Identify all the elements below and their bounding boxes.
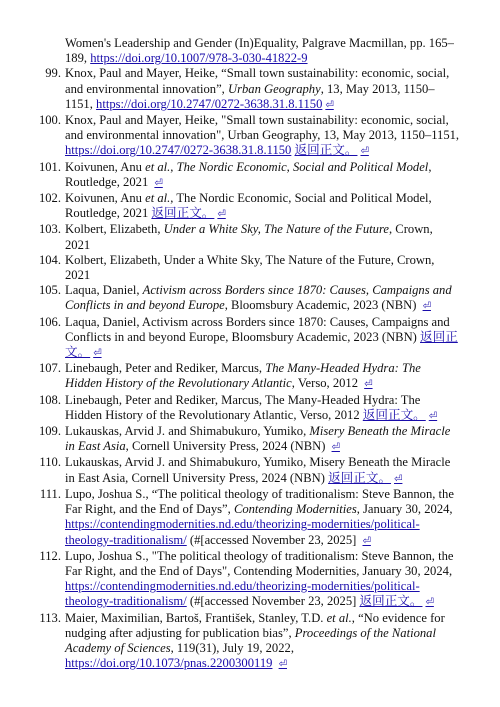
reference-text: (#[accessed November 23, 2025]: [186, 532, 360, 547]
reference-link[interactable]: https://doi.org/10.2747/0272-3638.31.8.1150: [96, 96, 323, 111]
back-to-text-link[interactable]: 返回正文。: [151, 206, 215, 221]
reference-number: 103.: [38, 222, 61, 237]
reference-text: , January 30, 2024,: [356, 502, 453, 517]
reference-text: , Cornell University Press, 2024 (NBN): [125, 439, 329, 454]
doi-link[interactable]: https://doi.org/10.1007/978-3-030-41822-9: [90, 51, 308, 66]
reference-number: 108.: [38, 392, 61, 407]
back-to-text-link[interactable]: 返回正文。: [362, 407, 426, 422]
return-arrow-icon[interactable]: ⏎: [428, 410, 438, 422]
reference-entry: [38, 314, 460, 362]
reference-continuation: [65, 36, 460, 66]
back-to-text-link[interactable]: 返回正文。: [294, 143, 358, 158]
reference-link[interactable]: https://doi.org/10.2747/0272-3638.31.8.1150: [65, 143, 292, 158]
reference-text: Lupo, Joshua S., "The political theology of traditionalism: Steve Bannon, the Far Right, and the End of Days", Contending Modernities, January 30, 2024,: [65, 548, 454, 578]
reference-number: 110.: [39, 455, 61, 470]
return-arrow-icon[interactable]: ⏎: [278, 659, 287, 671]
reference-number: 101.: [38, 159, 61, 174]
return-arrow-icon[interactable]: ⏎: [217, 209, 226, 221]
reference-number: 109.: [38, 424, 61, 439]
reference-text: Laqua, Daniel,: [65, 283, 143, 298]
reference-italic-text: Proceedings of the National Academy of Sciences: [65, 625, 436, 655]
reference-text: (#[accessed November 23, 2025]: [186, 594, 360, 609]
reference-entry: [38, 424, 460, 455]
reference-text: Koivunen, Anu: [65, 159, 146, 174]
reference-text: , Routledge, 2021: [65, 159, 432, 189]
return-arrow-icon[interactable]: ⏎: [422, 301, 431, 313]
reference-italic-text: Urban Geography: [227, 81, 321, 96]
return-arrow-icon[interactable]: ⏎: [364, 379, 373, 391]
return-arrow-icon[interactable]: ⏎: [362, 535, 371, 547]
reference-text: Kolbert, Elizabeth,: [65, 222, 164, 237]
reference-text: Knox, Paul and Mayer, Heike, “Small town sustainability: economic, social, and environmental innovation”,: [65, 66, 450, 96]
reference-italic-text: The Many-Headed Hydra: The Hidden History of the Revolutionary Atlantic: [65, 361, 421, 391]
reference-text: Women's Leadership and Gender (In)Equality, Palgrave Macmillan, pp. 165–189,: [65, 36, 454, 66]
reference-italic-text: Misery Beneath the Miracle in East Asia: [65, 424, 451, 454]
reference-text: Kolbert, Elizabeth, Under a White Sky, The Nature of the Future, Crown, 2021: [65, 252, 435, 283]
reference-text: , Bloomsbury Academic, 2023 (NBN): [224, 298, 420, 313]
reference-entry: [38, 252, 460, 283]
return-arrow-icon[interactable]: ⏎: [154, 177, 163, 189]
reference-entry: [38, 283, 460, 314]
reference-italic-text: Contending Modernities: [233, 502, 357, 517]
reference-text: ,: [170, 159, 177, 174]
reference-text: , “No evidence for nudging after adjusting for publication bias”,: [65, 610, 445, 640]
reference-entry: [39, 610, 460, 673]
reference-entry: [45, 66, 460, 113]
reference-entry: [38, 361, 460, 392]
reference-entry: [38, 392, 460, 424]
reference-link[interactable]: https://doi.org/10.1073/pnas.2200300119: [65, 656, 273, 671]
reference-text: Lukauskas, Arvid J. and Shimabukuro, Yumiko,: [65, 424, 310, 439]
reference-text: Laqua, Daniel, Activism across Borders since 1870: Causes, Campaigns and Conflicts in and beyond Europe, Bloomsbury Academic, 2023 (NBN): [65, 314, 450, 344]
reference-text: , 119(31), July 19, 2022,: [170, 640, 294, 655]
reference-number: 106.: [38, 314, 61, 329]
reference-number: 105.: [38, 283, 61, 298]
reference-italic-text: Under a White Sky, The Nature of the Future: [163, 222, 389, 237]
reference-italic-text: et al.: [145, 159, 171, 174]
reference-number: 113.: [39, 610, 61, 625]
reference-number: 102.: [38, 191, 61, 206]
reference-entry: [38, 113, 460, 160]
reference-entry: [39, 548, 460, 611]
reference-text: Maier, Maximilian, Bartoš, František, Stanley, T.D.: [65, 610, 327, 625]
reference-text: Lukauskas, Arvid J. and Shimabukuro, Yumiko, Misery Beneath the Miracle in East Asia, Cornell University Press, 2024 (NBN): [65, 455, 451, 485]
reference-number: 99.: [45, 66, 61, 81]
reference-entry: [39, 486, 460, 549]
reference-text: Linebaugh, Peter and Rediker, Marcus, The Many-Headed Hydra: The Hidden History of the Revolutionary Atlantic, Verso, 2012: [65, 392, 421, 422]
reference-entry: [38, 191, 460, 222]
reference-text: Koivunen, Anu: [65, 191, 146, 206]
return-arrow-icon[interactable]: ⏎: [360, 146, 369, 158]
return-arrow-icon[interactable]: ⏎: [425, 597, 434, 609]
return-arrow-icon[interactable]: ⏎: [394, 473, 403, 485]
reference-link[interactable]: https://contendingmodernities.nd.edu/theorizing-modernities/political-theology-traditionalism/: [65, 517, 420, 547]
reference-link[interactable]: https://contendingmodernities.nd.edu/theorizing-modernities/political-theology-traditionalism/: [65, 579, 420, 609]
reference-italic-text: et al.: [326, 610, 352, 625]
reference-text: Linebaugh, Peter and Rediker, Marcus,: [65, 361, 266, 376]
back-to-text-link[interactable]: 返回正文。: [65, 329, 458, 360]
reference-text: , Verso, 2012: [291, 376, 362, 391]
reference-text: Lupo, Joshua S., “The political theology of traditionalism: Steve Bannon, the Far Right, and the End of Days”,: [65, 486, 454, 517]
back-to-text-link[interactable]: 返回正文。: [328, 470, 392, 485]
reference-text: Knox, Paul and Mayer, Heike, "Small town sustainability: economic, social, and environmental innovation", Urban Geography, 13, May 2013, 1150–1151,: [65, 113, 460, 143]
reference-list: [0, 66, 460, 672]
reference-text: , 13, May 2013, 1150–1151,: [65, 81, 435, 111]
reference-number: 111.: [39, 486, 61, 501]
reference-text: [272, 656, 275, 670]
reference-text: , The Nordic Economic, Social and Political Model, Routledge, 2021: [65, 191, 432, 221]
return-arrow-icon[interactable]: ⏎: [325, 99, 334, 111]
reference-number: 112.: [39, 548, 61, 563]
reference-text: , Crown, 2021: [65, 222, 433, 252]
reference-number: 104.: [38, 252, 61, 267]
reference-number: 100.: [38, 113, 61, 128]
reference-number: 107.: [38, 361, 61, 376]
return-arrow-icon[interactable]: ⏎: [331, 442, 340, 454]
reference-italic-text: Activism across Borders since 1870: Causes, Campaigns and Conflicts in and beyond Europe: [65, 283, 452, 313]
reference-entry: [38, 222, 460, 252]
reference-italic-text: The Nordic Economic, Social and Political Model: [176, 159, 429, 174]
reference-entry: [38, 159, 460, 191]
back-to-text-link[interactable]: 返回正文。: [359, 594, 423, 609]
reference-entry: [39, 455, 460, 486]
return-arrow-icon[interactable]: ⏎: [93, 348, 102, 360]
reference-italic-text: et al.: [145, 191, 171, 206]
